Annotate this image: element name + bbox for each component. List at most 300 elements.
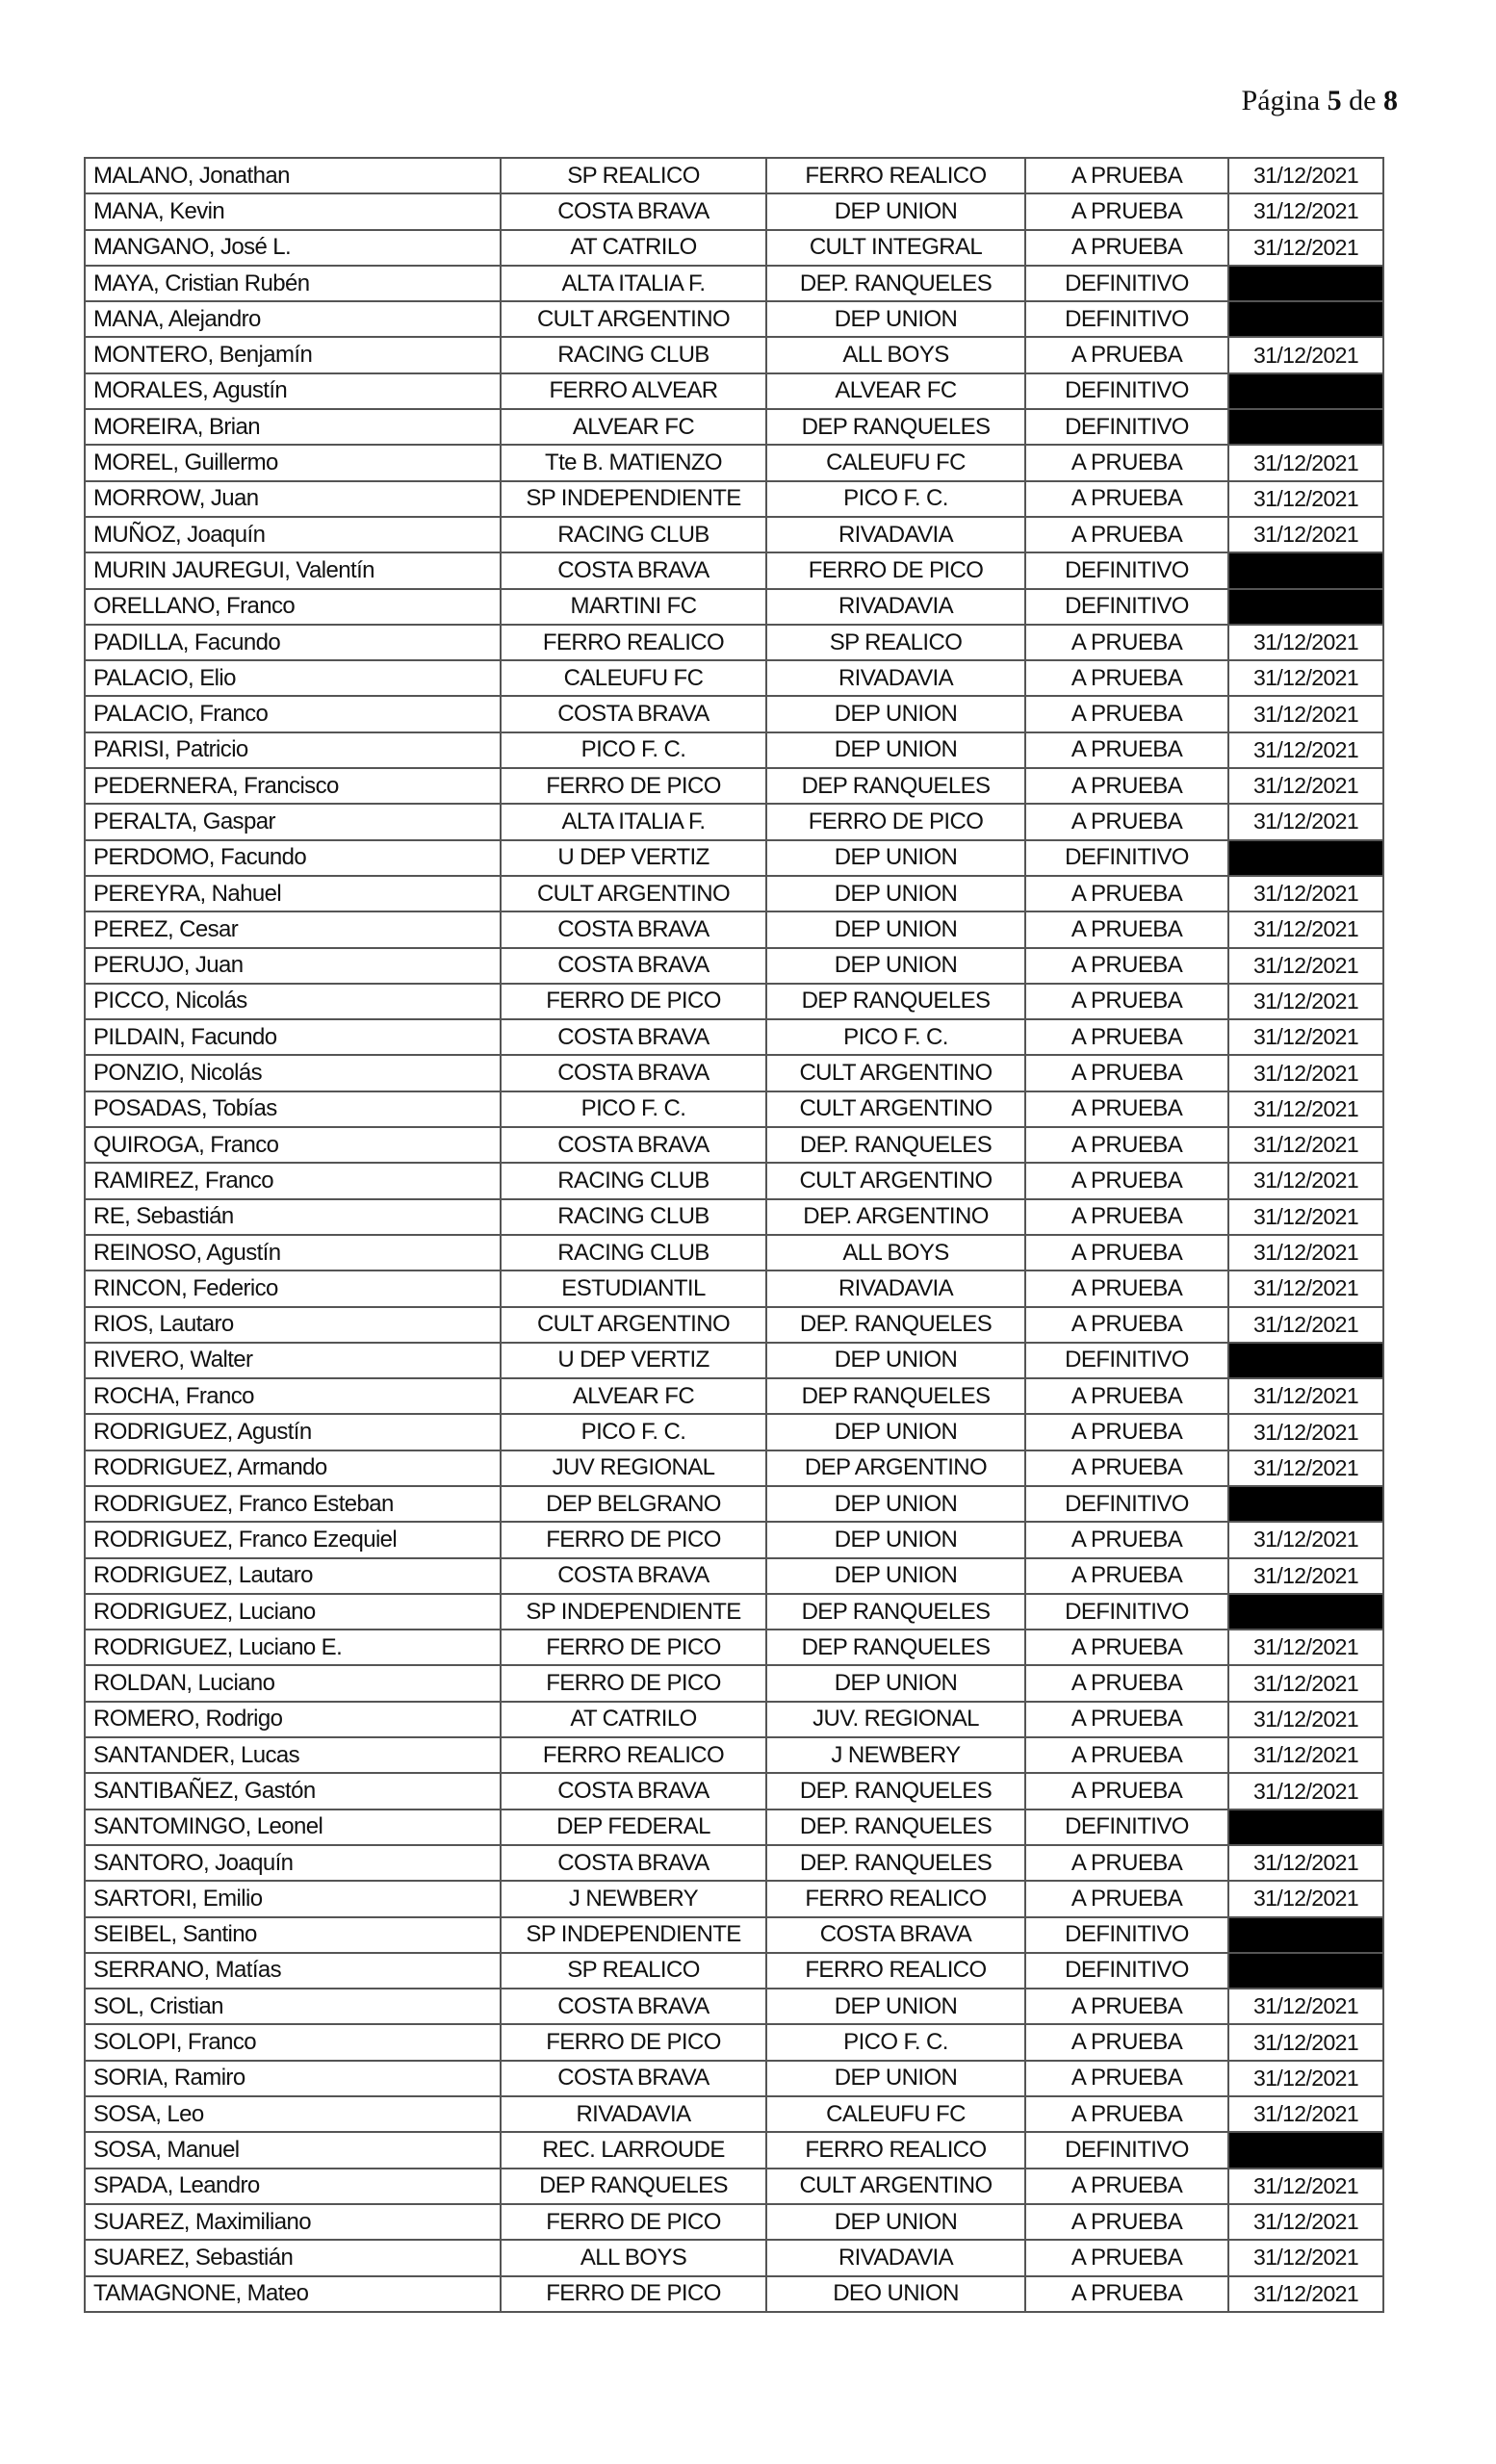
origin-club-cell: SP REALICO bbox=[501, 1953, 766, 1989]
transfer-type-cell: A PRUEBA bbox=[1025, 768, 1228, 804]
transfer-type-cell: A PRUEBA bbox=[1025, 158, 1228, 193]
transfer-type-cell: A PRUEBA bbox=[1025, 911, 1228, 947]
destination-club-cell: DEP UNION bbox=[766, 1343, 1025, 1378]
expiry-date-cell: 31/12/2021 bbox=[1228, 1522, 1383, 1557]
player-name-cell: ORELLANO, Franco bbox=[85, 589, 501, 625]
destination-club-cell: DEP UNION bbox=[766, 2204, 1025, 2240]
expiry-date-cell: 31/12/2021 bbox=[1228, 1270, 1383, 1306]
player-name-cell: RIVERO, Walter bbox=[85, 1343, 501, 1378]
origin-club-cell: CULT ARGENTINO bbox=[501, 301, 766, 337]
table-row bbox=[85, 1989, 1383, 2024]
player-name-cell: RINCON, Federico bbox=[85, 1270, 501, 1306]
table-row bbox=[85, 911, 1383, 947]
player-name-cell: SANTANDER, Lucas bbox=[85, 1737, 501, 1773]
origin-club-cell: SP REALICO bbox=[501, 158, 766, 193]
expiry-date-cell: 31/12/2021 bbox=[1228, 517, 1383, 552]
origin-club-cell: ESTUDIANTIL bbox=[501, 1270, 766, 1306]
transfer-type-cell: A PRUEBA bbox=[1025, 1845, 1228, 1881]
table-row bbox=[85, 2024, 1383, 2060]
destination-club-cell: DEP UNION bbox=[766, 696, 1025, 732]
destination-club-cell: JUV. REGIONAL bbox=[766, 1702, 1025, 1737]
transfer-type-cell: A PRUEBA bbox=[1025, 1450, 1228, 1486]
table-row bbox=[85, 1630, 1383, 1665]
origin-club-cell: PICO F. C. bbox=[501, 732, 766, 768]
expiry-date-cell: 31/12/2021 bbox=[1228, 2169, 1383, 2204]
transfer-type-cell: A PRUEBA bbox=[1025, 696, 1228, 732]
destination-club-cell: CALEUFU FC bbox=[766, 2096, 1025, 2132]
origin-club-cell: PICO F. C. bbox=[501, 1091, 766, 1127]
origin-club-cell: FERRO DE PICO bbox=[501, 1522, 766, 1557]
origin-club-cell: REC. LARROUDE bbox=[501, 2132, 766, 2168]
table-row bbox=[85, 948, 1383, 984]
origin-club-cell: JUV REGIONAL bbox=[501, 1450, 766, 1486]
transfer-type-cell: DEFINITIVO bbox=[1025, 1810, 1228, 1845]
origin-club-cell: CALEUFU FC bbox=[501, 660, 766, 696]
player-name-cell: ROMERO, Rodrigo bbox=[85, 1702, 501, 1737]
expiry-date-cell: 31/12/2021 bbox=[1228, 1163, 1383, 1198]
page-of: de bbox=[1349, 85, 1377, 116]
destination-club-cell: RIVADAVIA bbox=[766, 660, 1025, 696]
page-label: Página bbox=[1241, 85, 1321, 116]
destination-club-cell: CULT INTEGRAL bbox=[766, 230, 1025, 266]
table-row bbox=[85, 1163, 1383, 1198]
table-row bbox=[85, 2204, 1383, 2240]
table-row bbox=[85, 409, 1383, 445]
origin-club-cell: SP INDEPENDIENTE bbox=[501, 481, 766, 517]
table-row bbox=[85, 1486, 1383, 1522]
table-row bbox=[85, 1917, 1383, 1953]
player-name-cell: PONZIO, Nicolás bbox=[85, 1055, 501, 1091]
player-name-cell: MORROW, Juan bbox=[85, 481, 501, 517]
table-row bbox=[85, 2096, 1383, 2132]
player-name-cell: RODRIGUEZ, Franco Ezequiel bbox=[85, 1522, 501, 1557]
expiry-date-cell: 31/12/2021 bbox=[1228, 1414, 1383, 1450]
destination-club-cell: FERRO REALICO bbox=[766, 158, 1025, 193]
table-row bbox=[85, 301, 1383, 337]
destination-club-cell: FERRO REALICO bbox=[766, 1881, 1025, 1916]
origin-club-cell: COSTA BRAVA bbox=[501, 552, 766, 588]
origin-club-cell: RACING CLUB bbox=[501, 1235, 766, 1270]
origin-club-cell: RIVADAVIA bbox=[501, 2096, 766, 2132]
expiry-date-cell: 31/12/2021 bbox=[1228, 158, 1383, 193]
destination-club-cell: DEP UNION bbox=[766, 840, 1025, 876]
transfer-type-cell: A PRUEBA bbox=[1025, 1881, 1228, 1916]
transfer-type-cell: DEFINITIVO bbox=[1025, 840, 1228, 876]
player-name-cell: SUAREZ, Maximiliano bbox=[85, 2204, 501, 2240]
origin-club-cell: FERRO REALICO bbox=[501, 1737, 766, 1773]
expiry-date-cell: 31/12/2021 bbox=[1228, 1091, 1383, 1127]
table-row bbox=[85, 266, 1383, 301]
destination-club-cell: FERRO REALICO bbox=[766, 2132, 1025, 2168]
player-name-cell: RODRIGUEZ, Franco Esteban bbox=[85, 1486, 501, 1522]
player-name-cell: RODRIGUEZ, Luciano bbox=[85, 1594, 501, 1630]
destination-club-cell: DEP RANQUELES bbox=[766, 409, 1025, 445]
transfer-type-cell: A PRUEBA bbox=[1025, 1773, 1228, 1809]
destination-club-cell: DEP. RANQUELES bbox=[766, 1307, 1025, 1343]
transfer-type-cell: A PRUEBA bbox=[1025, 876, 1228, 911]
destination-club-cell: DEP UNION bbox=[766, 301, 1025, 337]
expiry-date-cell: 31/12/2021 bbox=[1228, 1235, 1383, 1270]
origin-club-cell: SP INDEPENDIENTE bbox=[501, 1594, 766, 1630]
origin-club-cell: DEP RANQUELES bbox=[501, 2169, 766, 2204]
destination-club-cell: DEP. RANQUELES bbox=[766, 1845, 1025, 1881]
redacted-date-cell bbox=[1228, 2132, 1383, 2168]
transfer-type-cell: A PRUEBA bbox=[1025, 660, 1228, 696]
destination-club-cell: DEP UNION bbox=[766, 876, 1025, 911]
redacted-date-cell bbox=[1228, 589, 1383, 625]
transfer-type-cell: A PRUEBA bbox=[1025, 1163, 1228, 1198]
origin-club-cell: RACING CLUB bbox=[501, 517, 766, 552]
origin-club-cell: MARTINI FC bbox=[501, 589, 766, 625]
player-name-cell: SOSA, Manuel bbox=[85, 2132, 501, 2168]
player-name-cell: PARISI, Patricio bbox=[85, 732, 501, 768]
player-name-cell: MANA, Alejandro bbox=[85, 301, 501, 337]
redacted-date-cell bbox=[1228, 1343, 1383, 1378]
table-row bbox=[85, 373, 1383, 409]
player-name-cell: RIOS, Lautaro bbox=[85, 1307, 501, 1343]
transfer-type-cell: A PRUEBA bbox=[1025, 732, 1228, 768]
destination-club-cell: CALEUFU FC bbox=[766, 445, 1025, 480]
transfer-type-cell: A PRUEBA bbox=[1025, 1019, 1228, 1055]
player-transfer-table bbox=[84, 157, 1384, 2313]
table-row bbox=[85, 481, 1383, 517]
origin-club-cell: RACING CLUB bbox=[501, 1199, 766, 1235]
expiry-date-cell: 31/12/2021 bbox=[1228, 1378, 1383, 1414]
table-row bbox=[85, 1810, 1383, 1845]
page-current: 5 bbox=[1327, 85, 1342, 116]
destination-club-cell: DEP UNION bbox=[766, 1486, 1025, 1522]
table-row bbox=[85, 1881, 1383, 1916]
player-name-cell: PERUJO, Juan bbox=[85, 948, 501, 984]
transfer-type-cell: A PRUEBA bbox=[1025, 1989, 1228, 2024]
player-name-cell: ROLDAN, Luciano bbox=[85, 1665, 501, 1701]
destination-club-cell: PICO F. C. bbox=[766, 481, 1025, 517]
player-name-cell: SOSA, Leo bbox=[85, 2096, 501, 2132]
player-name-cell: MANGANO, José L. bbox=[85, 230, 501, 266]
destination-club-cell: DEP RANQUELES bbox=[766, 984, 1025, 1019]
transfer-type-cell: A PRUEBA bbox=[1025, 1307, 1228, 1343]
table-row bbox=[85, 1953, 1383, 1989]
transfer-type-cell: DEFINITIVO bbox=[1025, 1953, 1228, 1989]
transfer-type-cell: A PRUEBA bbox=[1025, 804, 1228, 839]
player-name-cell: RODRIGUEZ, Armando bbox=[85, 1450, 501, 1486]
player-name-cell: SANTIBAÑEZ, Gastón bbox=[85, 1773, 501, 1809]
transfer-type-cell: DEFINITIVO bbox=[1025, 1486, 1228, 1522]
table-row bbox=[85, 1343, 1383, 1378]
player-name-cell: MAYA, Cristian Rubén bbox=[85, 266, 501, 301]
page-number-header bbox=[1242, 85, 1398, 117]
expiry-date-cell: 31/12/2021 bbox=[1228, 1055, 1383, 1091]
table-row bbox=[85, 445, 1383, 480]
transfer-type-cell: A PRUEBA bbox=[1025, 2204, 1228, 2240]
expiry-date-cell: 31/12/2021 bbox=[1228, 2240, 1383, 2275]
expiry-date-cell: 31/12/2021 bbox=[1228, 1307, 1383, 1343]
table-row bbox=[85, 2240, 1383, 2275]
redacted-date-cell bbox=[1228, 552, 1383, 588]
expiry-date-cell: 31/12/2021 bbox=[1228, 1630, 1383, 1665]
expiry-date-cell: 31/12/2021 bbox=[1228, 696, 1383, 732]
expiry-date-cell: 31/12/2021 bbox=[1228, 1199, 1383, 1235]
player-name-cell: PEDERNERA, Francisco bbox=[85, 768, 501, 804]
expiry-date-cell: 31/12/2021 bbox=[1228, 2204, 1383, 2240]
transfer-type-cell: A PRUEBA bbox=[1025, 1199, 1228, 1235]
player-name-cell: POSADAS, Tobías bbox=[85, 1091, 501, 1127]
table-row bbox=[85, 1845, 1383, 1881]
redacted-date-cell bbox=[1228, 409, 1383, 445]
destination-club-cell: RIVADAVIA bbox=[766, 2240, 1025, 2275]
transfer-type-cell: DEFINITIVO bbox=[1025, 1917, 1228, 1953]
player-name-cell: QUIROGA, Franco bbox=[85, 1127, 501, 1163]
expiry-date-cell: 31/12/2021 bbox=[1228, 1845, 1383, 1881]
table-row bbox=[85, 1270, 1383, 1306]
destination-club-cell: DEP UNION bbox=[766, 1665, 1025, 1701]
transfer-type-cell: A PRUEBA bbox=[1025, 481, 1228, 517]
redacted-date-cell bbox=[1228, 266, 1383, 301]
table-row bbox=[85, 1127, 1383, 1163]
destination-club-cell: COSTA BRAVA bbox=[766, 1917, 1025, 1953]
destination-club-cell: DEP RANQUELES bbox=[766, 1594, 1025, 1630]
player-name-cell: MONTERO, Benjamín bbox=[85, 337, 501, 372]
player-name-cell: SORIA, Ramiro bbox=[85, 2061, 501, 2096]
expiry-date-cell: 31/12/2021 bbox=[1228, 984, 1383, 1019]
table-row bbox=[85, 1594, 1383, 1630]
origin-club-cell: COSTA BRAVA bbox=[501, 1019, 766, 1055]
table-row bbox=[85, 2061, 1383, 2096]
expiry-date-cell: 31/12/2021 bbox=[1228, 804, 1383, 839]
destination-club-cell: DEP. ARGENTINO bbox=[766, 1199, 1025, 1235]
expiry-date-cell: 31/12/2021 bbox=[1228, 1558, 1383, 1594]
transfer-type-cell: DEFINITIVO bbox=[1025, 2132, 1228, 2168]
origin-club-cell: COSTA BRAVA bbox=[501, 1558, 766, 1594]
player-name-cell: SERRANO, Matías bbox=[85, 1953, 501, 1989]
destination-club-cell: ALL BOYS bbox=[766, 337, 1025, 372]
player-name-cell: MORALES, Agustín bbox=[85, 373, 501, 409]
table-row bbox=[85, 1055, 1383, 1091]
table-row bbox=[85, 1307, 1383, 1343]
destination-club-cell: DEP ARGENTINO bbox=[766, 1450, 1025, 1486]
origin-club-cell: COSTA BRAVA bbox=[501, 1055, 766, 1091]
player-name-cell: PERALTA, Gaspar bbox=[85, 804, 501, 839]
origin-club-cell: FERRO DE PICO bbox=[501, 984, 766, 1019]
player-name-cell: RODRIGUEZ, Luciano E. bbox=[85, 1630, 501, 1665]
destination-club-cell: RIVADAVIA bbox=[766, 1270, 1025, 1306]
player-name-cell: PILDAIN, Facundo bbox=[85, 1019, 501, 1055]
player-name-cell: PEREZ, Cesar bbox=[85, 911, 501, 947]
table-row bbox=[85, 1737, 1383, 1773]
player-name-cell: MALANO, Jonathan bbox=[85, 158, 501, 193]
origin-club-cell: COSTA BRAVA bbox=[501, 1989, 766, 2024]
origin-club-cell: FERRO DE PICO bbox=[501, 2024, 766, 2060]
destination-club-cell: DEP UNION bbox=[766, 732, 1025, 768]
table-row bbox=[85, 589, 1383, 625]
player-name-cell: MOREIRA, Brian bbox=[85, 409, 501, 445]
origin-club-cell: FERRO DE PICO bbox=[501, 768, 766, 804]
destination-club-cell: DEP UNION bbox=[766, 911, 1025, 947]
table-row bbox=[85, 1558, 1383, 1594]
expiry-date-cell: 31/12/2021 bbox=[1228, 1019, 1383, 1055]
origin-club-cell: FERRO DE PICO bbox=[501, 1665, 766, 1701]
expiry-date-cell: 31/12/2021 bbox=[1228, 876, 1383, 911]
origin-club-cell: Tte B. MATIENZO bbox=[501, 445, 766, 480]
origin-club-cell: AT CATRILO bbox=[501, 1702, 766, 1737]
destination-club-cell: DEP. RANQUELES bbox=[766, 1127, 1025, 1163]
transfer-type-cell: A PRUEBA bbox=[1025, 1558, 1228, 1594]
destination-club-cell: DEP UNION bbox=[766, 193, 1025, 229]
destination-club-cell: DEO UNION bbox=[766, 2276, 1025, 2312]
redacted-date-cell bbox=[1228, 1486, 1383, 1522]
player-name-cell: PALACIO, Franco bbox=[85, 696, 501, 732]
table-row bbox=[85, 1414, 1383, 1450]
transfer-type-cell: A PRUEBA bbox=[1025, 948, 1228, 984]
origin-club-cell: J NEWBERY bbox=[501, 1881, 766, 1916]
transfer-type-cell: A PRUEBA bbox=[1025, 1270, 1228, 1306]
table-row bbox=[85, 517, 1383, 552]
table-row bbox=[85, 2132, 1383, 2168]
player-name-cell: PADILLA, Facundo bbox=[85, 625, 501, 660]
expiry-date-cell: 31/12/2021 bbox=[1228, 445, 1383, 480]
player-name-cell: SEIBEL, Santino bbox=[85, 1917, 501, 1953]
table-row bbox=[85, 804, 1383, 839]
table-row bbox=[85, 1450, 1383, 1486]
expiry-date-cell: 31/12/2021 bbox=[1228, 230, 1383, 266]
destination-club-cell: DEP UNION bbox=[766, 1522, 1025, 1557]
table-row bbox=[85, 158, 1383, 193]
table-row bbox=[85, 768, 1383, 804]
destination-club-cell: DEP. RANQUELES bbox=[766, 1773, 1025, 1809]
expiry-date-cell: 31/12/2021 bbox=[1228, 2061, 1383, 2096]
transfer-type-cell: A PRUEBA bbox=[1025, 2096, 1228, 2132]
redacted-date-cell bbox=[1228, 840, 1383, 876]
table-row bbox=[85, 1665, 1383, 1701]
transfer-type-cell: A PRUEBA bbox=[1025, 2061, 1228, 2096]
destination-club-cell: SP REALICO bbox=[766, 625, 1025, 660]
destination-club-cell: FERRO DE PICO bbox=[766, 552, 1025, 588]
table-body bbox=[85, 158, 1383, 2312]
expiry-date-cell: 31/12/2021 bbox=[1228, 337, 1383, 372]
origin-club-cell: FERRO ALVEAR bbox=[501, 373, 766, 409]
transfer-type-cell: A PRUEBA bbox=[1025, 2276, 1228, 2312]
origin-club-cell: DEP BELGRANO bbox=[501, 1486, 766, 1522]
player-name-cell: RODRIGUEZ, Agustín bbox=[85, 1414, 501, 1450]
expiry-date-cell: 31/12/2021 bbox=[1228, 660, 1383, 696]
transfer-type-cell: A PRUEBA bbox=[1025, 1414, 1228, 1450]
origin-club-cell: U DEP VERTIZ bbox=[501, 840, 766, 876]
transfer-type-cell: DEFINITIVO bbox=[1025, 409, 1228, 445]
transfer-type-cell: A PRUEBA bbox=[1025, 1127, 1228, 1163]
transfer-type-cell: A PRUEBA bbox=[1025, 1378, 1228, 1414]
table-row bbox=[85, 552, 1383, 588]
destination-club-cell: PICO F. C. bbox=[766, 1019, 1025, 1055]
table-row bbox=[85, 1019, 1383, 1055]
table-row bbox=[85, 984, 1383, 1019]
table-row bbox=[85, 876, 1383, 911]
redacted-date-cell bbox=[1228, 1594, 1383, 1630]
origin-club-cell: FERRO DE PICO bbox=[501, 2204, 766, 2240]
player-name-cell: SPADA, Leandro bbox=[85, 2169, 501, 2204]
transfer-type-cell: A PRUEBA bbox=[1025, 1235, 1228, 1270]
destination-club-cell: RIVADAVIA bbox=[766, 589, 1025, 625]
table-row bbox=[85, 840, 1383, 876]
destination-club-cell: ALVEAR FC bbox=[766, 373, 1025, 409]
destination-club-cell: J NEWBERY bbox=[766, 1737, 1025, 1773]
destination-club-cell: PICO F. C. bbox=[766, 2024, 1025, 2060]
destination-club-cell: DEP UNION bbox=[766, 948, 1025, 984]
transfer-type-cell: A PRUEBA bbox=[1025, 625, 1228, 660]
origin-club-cell: COSTA BRAVA bbox=[501, 193, 766, 229]
destination-club-cell: CULT ARGENTINO bbox=[766, 1163, 1025, 1198]
transfer-type-cell: A PRUEBA bbox=[1025, 2240, 1228, 2275]
transfer-type-cell: A PRUEBA bbox=[1025, 337, 1228, 372]
player-name-cell: SARTORI, Emilio bbox=[85, 1881, 501, 1916]
player-name-cell: PERDOMO, Facundo bbox=[85, 840, 501, 876]
origin-club-cell: COSTA BRAVA bbox=[501, 1127, 766, 1163]
player-name-cell: PALACIO, Elio bbox=[85, 660, 501, 696]
table-row bbox=[85, 732, 1383, 768]
table-row bbox=[85, 1378, 1383, 1414]
table-row bbox=[85, 1091, 1383, 1127]
expiry-date-cell: 31/12/2021 bbox=[1228, 768, 1383, 804]
expiry-date-cell: 31/12/2021 bbox=[1228, 1702, 1383, 1737]
transfer-type-cell: A PRUEBA bbox=[1025, 984, 1228, 1019]
expiry-date-cell: 31/12/2021 bbox=[1228, 481, 1383, 517]
destination-club-cell: DEP RANQUELES bbox=[766, 1630, 1025, 1665]
page-total: 8 bbox=[1383, 85, 1398, 116]
transfer-type-cell: A PRUEBA bbox=[1025, 1055, 1228, 1091]
destination-club-cell: DEP RANQUELES bbox=[766, 768, 1025, 804]
origin-club-cell: U DEP VERTIZ bbox=[501, 1343, 766, 1378]
transfer-type-cell: DEFINITIVO bbox=[1025, 1343, 1228, 1378]
table-row bbox=[85, 2169, 1383, 2204]
player-name-cell: SUAREZ, Sebastián bbox=[85, 2240, 501, 2275]
table-row bbox=[85, 1235, 1383, 1270]
origin-club-cell: ALVEAR FC bbox=[501, 409, 766, 445]
origin-club-cell: ALTA ITALIA F. bbox=[501, 266, 766, 301]
transfer-type-cell: A PRUEBA bbox=[1025, 2169, 1228, 2204]
player-name-cell: MOREL, Guillermo bbox=[85, 445, 501, 480]
expiry-date-cell: 31/12/2021 bbox=[1228, 1737, 1383, 1773]
origin-club-cell: COSTA BRAVA bbox=[501, 696, 766, 732]
origin-club-cell: ALTA ITALIA F. bbox=[501, 804, 766, 839]
transfer-type-cell: A PRUEBA bbox=[1025, 230, 1228, 266]
destination-club-cell: DEP. RANQUELES bbox=[766, 266, 1025, 301]
destination-club-cell: RIVADAVIA bbox=[766, 517, 1025, 552]
expiry-date-cell: 31/12/2021 bbox=[1228, 2024, 1383, 2060]
player-name-cell: SOL, Cristian bbox=[85, 1989, 501, 2024]
expiry-date-cell: 31/12/2021 bbox=[1228, 948, 1383, 984]
player-name-cell: MURIN JAUREGUI, Valentín bbox=[85, 552, 501, 588]
expiry-date-cell: 31/12/2021 bbox=[1228, 911, 1383, 947]
player-name-cell: MUÑOZ, Joaquín bbox=[85, 517, 501, 552]
expiry-date-cell: 31/12/2021 bbox=[1228, 1127, 1383, 1163]
transfer-type-cell: DEFINITIVO bbox=[1025, 1594, 1228, 1630]
origin-club-cell: ALL BOYS bbox=[501, 2240, 766, 2275]
origin-club-cell: FERRO DE PICO bbox=[501, 2276, 766, 2312]
player-name-cell: REINOSO, Agustín bbox=[85, 1235, 501, 1270]
origin-club-cell: COSTA BRAVA bbox=[501, 948, 766, 984]
origin-club-cell: COSTA BRAVA bbox=[501, 2061, 766, 2096]
player-name-cell: ROCHA, Franco bbox=[85, 1378, 501, 1414]
table-row bbox=[85, 1773, 1383, 1809]
origin-club-cell: RACING CLUB bbox=[501, 1163, 766, 1198]
expiry-date-cell: 31/12/2021 bbox=[1228, 732, 1383, 768]
player-name-cell: PICCO, Nicolás bbox=[85, 984, 501, 1019]
expiry-date-cell: 31/12/2021 bbox=[1228, 1989, 1383, 2024]
player-name-cell: TAMAGNONE, Mateo bbox=[85, 2276, 501, 2312]
table-row bbox=[85, 625, 1383, 660]
redacted-date-cell bbox=[1228, 1917, 1383, 1953]
origin-club-cell: ALVEAR FC bbox=[501, 1378, 766, 1414]
origin-club-cell: FERRO REALICO bbox=[501, 625, 766, 660]
